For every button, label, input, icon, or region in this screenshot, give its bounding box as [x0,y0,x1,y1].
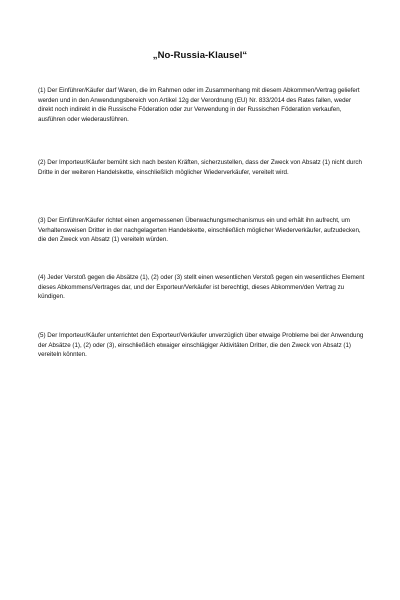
clause-paragraph-2: (2) Der Importeur/Käufer bemüht sich nach besten Kräften, sicherzustellen, dass der Zweck von Absatz (1) nicht durch Dritte in der weiteren Handelskette, einschließlich möglicher Wiederverkäufer, vereitelt wird. [38,159,362,176]
clause-paragraph-4: (4) Jeder Verstoß gegen die Absätze (1), (2) oder (3) stellt einen wesentlichen Verstoß gegen ein wesentliches Element dieses Abkommens/Vertrages dar, und der Exporteur/Verkäufer ist berechtigt, dieses Abkommen/den Vertrag zu kündigen. [38,274,365,300]
clause-paragraph-3: (3) Der Einführer/Käufer richtet einen angemessenen Überwachungsmechanismus ein und erhält ihn aufrecht, um Verhaltensweisen Dritter in der nachgelagerten Handelskette, einschließlich möglicher Wiederverkäufer, aufzudecken, die den Zweck von Absatz (1) vereiteln würden. [38,217,361,243]
clause-paragraph-5: (5) Der Importeur/Käufer unterrichtet den Exporteur/Verkäufer unverzüglich über etwaige Probleme bei der Anwendung der Absätze (1), (2) oder (3), einschließlich etwaiger einschlägiger Aktivitäten Dritter, die den Zweck von Absatz (1) vereiteln könnten. [38,332,364,358]
clause-paragraph-1: (1) Der Einführer/Käufer darf Waren, die im Rahmen oder im Zusammenhang mit diesem Abkommen/Vertrag geliefert werden und in den Anwendungsbereich von Artikel 12g der Verordnung (EU) Nr. 833/2014 des Rates fallen, weder direkt noch indirekt in die Russische Föderation oder zur Verwendung in der Russischen Föderation verkaufen, ausführen oder wiederausführen. [38,87,360,123]
document-title: „No-Russia-Klausel“ [152,50,248,61]
